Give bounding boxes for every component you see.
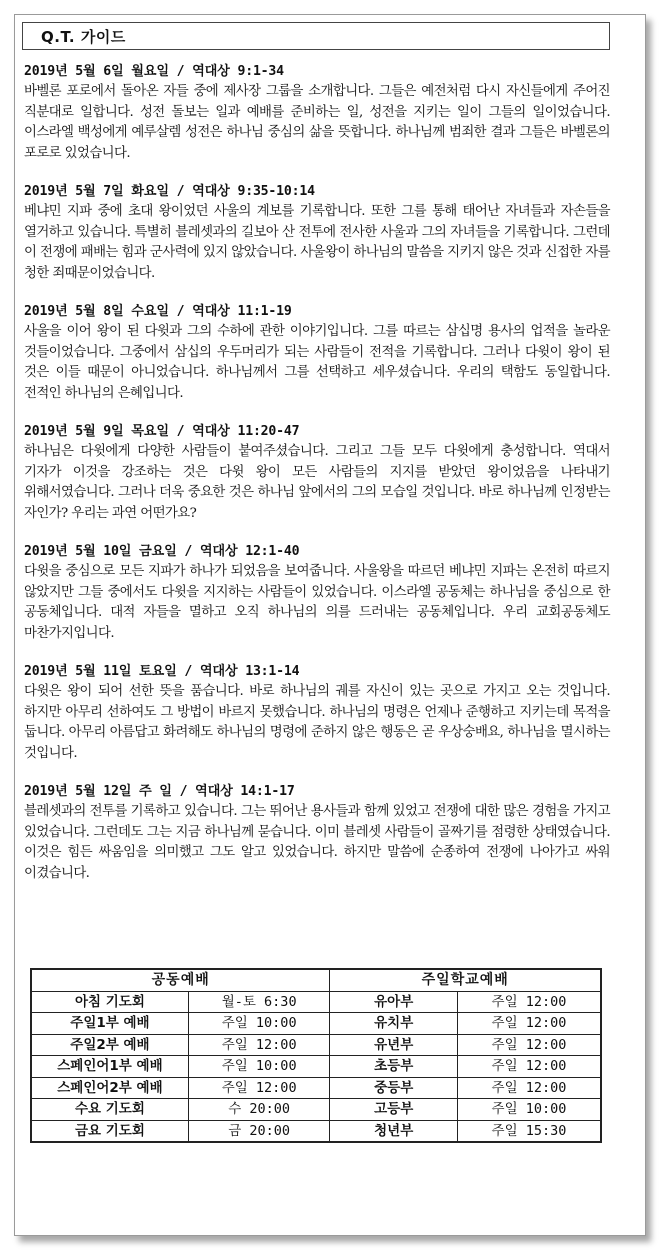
schedule-row — [31, 991, 601, 1013]
department-name: 초등부 — [330, 1056, 458, 1078]
entry-body: 다윗을 중심으로 모든 지파가 하나가 되었음을 보여줍니다. 사울왕을 따르던 베냐민 지파는 온전히 따르지 않았지만 그들 중에서도 다윗을 지지하는 사람들이 있었습니다. 이스라엘 공동체는 하나님을 중심으로 한 공동체입니다. 대적 자들을 멸하고 오직 하나님의 의를 드러내는 공동체입니다. 우리 교회공동체도 마찬가지입니다. — [24, 564, 610, 641]
entry-date-title: 2019년 5월 6일 월요일 / 역대상 9:1-34 — [24, 64, 284, 79]
devotional-entry — [24, 422, 610, 524]
service-time: 주일 12:00 — [188, 1077, 330, 1099]
service-time: 월-토 6:30 — [188, 991, 330, 1013]
worship-schedule-table — [30, 968, 602, 1143]
entry-date-title: 2019년 5월 8일 수요일 / 역대상 11:1-19 — [24, 304, 292, 319]
service-time: 주일 12:00 — [188, 1034, 330, 1056]
entry-body: 바벨론 포로에서 돌아온 자들 중에 제사장 그룹을 소개합니다. 그들은 예전처럼 다시 자신들에게 주어진 직분대로 일합니다. 성전 돌보는 일과 예배를 준비하는 일, 성전을 지키는 일이 그들의 일이었습니다. 이스라엘 백성에게 예루살렘 성전은 하나님 중심의 삶을 뜻합니다. 하나님께 범죄한 결과 그들은 바벨론의 포로로 있었습니다. — [24, 84, 610, 161]
devotional-entry — [24, 662, 610, 764]
service-time: 주일 10:00 — [188, 1056, 330, 1078]
entry-date-title: 2019년 5월 11일 토요일 / 역대상 13:1-14 — [24, 664, 300, 679]
schedule-row — [31, 1034, 601, 1056]
qt-guide-header — [22, 22, 610, 50]
department-time: 주일 12:00 — [457, 1013, 601, 1035]
schedule-row — [31, 1013, 601, 1035]
department-time: 주일 12:00 — [457, 1077, 601, 1099]
entry-date-title: 2019년 5월 12일 주 일 / 역대상 14:1-17 — [24, 784, 295, 799]
department-name: 청년부 — [330, 1120, 458, 1142]
service-name: 스페인어1부 예배 — [31, 1056, 188, 1078]
schedule-row — [31, 1056, 601, 1078]
department-name: 고등부 — [330, 1099, 458, 1121]
entry-body: 다윗은 왕이 되어 선한 뜻을 품습니다. 바로 하나님의 궤를 자신이 있는 곳으로 가지고 오는 것입니다. 하지만 아무리 선하여도 그 방법이 바르지 못했습니다. 하나님의 명령은 언제나 준행하고 지키는데 목적을 둡니다. 아무리 아름답고 화려해도 하나님의 명령에 준하지 않은 행동은 곧 우상숭배요, 하나님을 멸시하는 것입니다. — [24, 684, 610, 761]
department-name: 유치부 — [330, 1013, 458, 1035]
page-title: Q.T. 가이드 — [41, 28, 126, 46]
service-name: 금요 기도회 — [31, 1120, 188, 1142]
entry-body: 하나님은 다윗에게 다양한 사람들이 붙여주셨습니다. 그리고 그들 모두 다윗에게 충성합니다. 역대서 기자가 이것을 강조하는 것은 다윗 왕이 모든 사람들의 지지를 받았던 왕이었음을 나타내기 위해서였습니다. 그러나 더욱 중요한 것은 하나님 앞에서의 그의 모습일 것입니다. 바로 하나님께 인정받는 자인가? 우리는 과연 어떤가요? — [24, 444, 610, 521]
department-time: 주일 12:00 — [457, 1056, 601, 1078]
schedule-header-row — [31, 969, 601, 991]
department-time: 주일 10:00 — [457, 1099, 601, 1121]
schedule-row — [31, 1077, 601, 1099]
entry-date-title: 2019년 5월 9일 목요일 / 역대상 11:20-47 — [24, 424, 300, 439]
sunday-school-header: 주일학교예배 — [330, 969, 601, 991]
department-name: 유아부 — [330, 991, 458, 1013]
service-name: 스페인어2부 예배 — [31, 1077, 188, 1099]
department-time: 주일 12:00 — [457, 1034, 601, 1056]
entry-body: 베냐민 지파 중에 초대 왕이었던 사울의 계보를 기록합니다. 또한 그를 통해 태어난 자녀들과 자손들을 열거하고 있습니다. 특별히 블레셋과의 길보아 산 전투에 전사한 사울과 그의 자녀들을 기록합니다. 그런데 이 전쟁에 패배는 힘과 군사력에 있지 않았습니다. 사울왕이 하나님의 말씀을 지키지 않은 것과 신접한 자를 청한 죄때문이었습니다. — [24, 204, 610, 281]
devotional-entry — [24, 782, 610, 884]
entry-body: 사울을 이어 왕이 된 다윗과 그의 수하에 관한 이야기입니다. 그를 따르는 삼십명 용사의 업적을 놀라운 것들이었습니다. 그중에서 삼십의 우두머리가 되는 사람들이 전적을 기록합니다. 그러나 다윗이 왕이 된 것은 이들 때문이 아니었습니다. 하나님께서 그를 선택하고 세우셨습니다. 우리의 택함도 동일합니다. 전적인 하나님의 은혜입니다. — [24, 324, 610, 401]
department-name: 중등부 — [330, 1077, 458, 1099]
service-time: 수 20:00 — [188, 1099, 330, 1121]
devotional-entry — [24, 182, 610, 284]
service-time: 금 20:00 — [188, 1120, 330, 1142]
devotional-entry — [24, 302, 610, 404]
entry-date-title: 2019년 5월 7일 화요일 / 역대상 9:35-10:14 — [24, 184, 315, 199]
devotional-list — [24, 62, 610, 902]
entry-body: 블레셋과의 전투를 기록하고 있습니다. 그는 뛰어난 용사들과 함께 있었고 전쟁에 대한 많은 경험을 가지고 있었습니다. 그런데도 그는 지금 하나님께 묻습니다. 이미 블레셋 사람들이 골짜기를 점령한 상태였습니다. 이것은 힘든 싸움임을 의미했고 그도 알고 있었습니다. 하지만 말씀에 순종하여 전쟁에 나아가고 싸워 이겼습니다. — [24, 804, 610, 881]
service-name: 주일1부 예배 — [31, 1013, 188, 1035]
service-time: 주일 10:00 — [188, 1013, 330, 1035]
service-name: 주일2부 예배 — [31, 1034, 188, 1056]
schedule-row — [31, 1099, 601, 1121]
congregational-worship-header: 공동예배 — [31, 969, 330, 991]
department-time: 주일 12:00 — [457, 991, 601, 1013]
devotional-entry — [24, 542, 610, 644]
service-name: 수요 기도회 — [31, 1099, 188, 1121]
entry-date-title: 2019년 5월 10일 금요일 / 역대상 12:1-40 — [24, 544, 300, 559]
schedule-row — [31, 1120, 601, 1142]
department-time: 주일 15:30 — [457, 1120, 601, 1142]
department-name: 유년부 — [330, 1034, 458, 1056]
service-name: 아침 기도회 — [31, 991, 188, 1013]
devotional-entry — [24, 62, 610, 164]
